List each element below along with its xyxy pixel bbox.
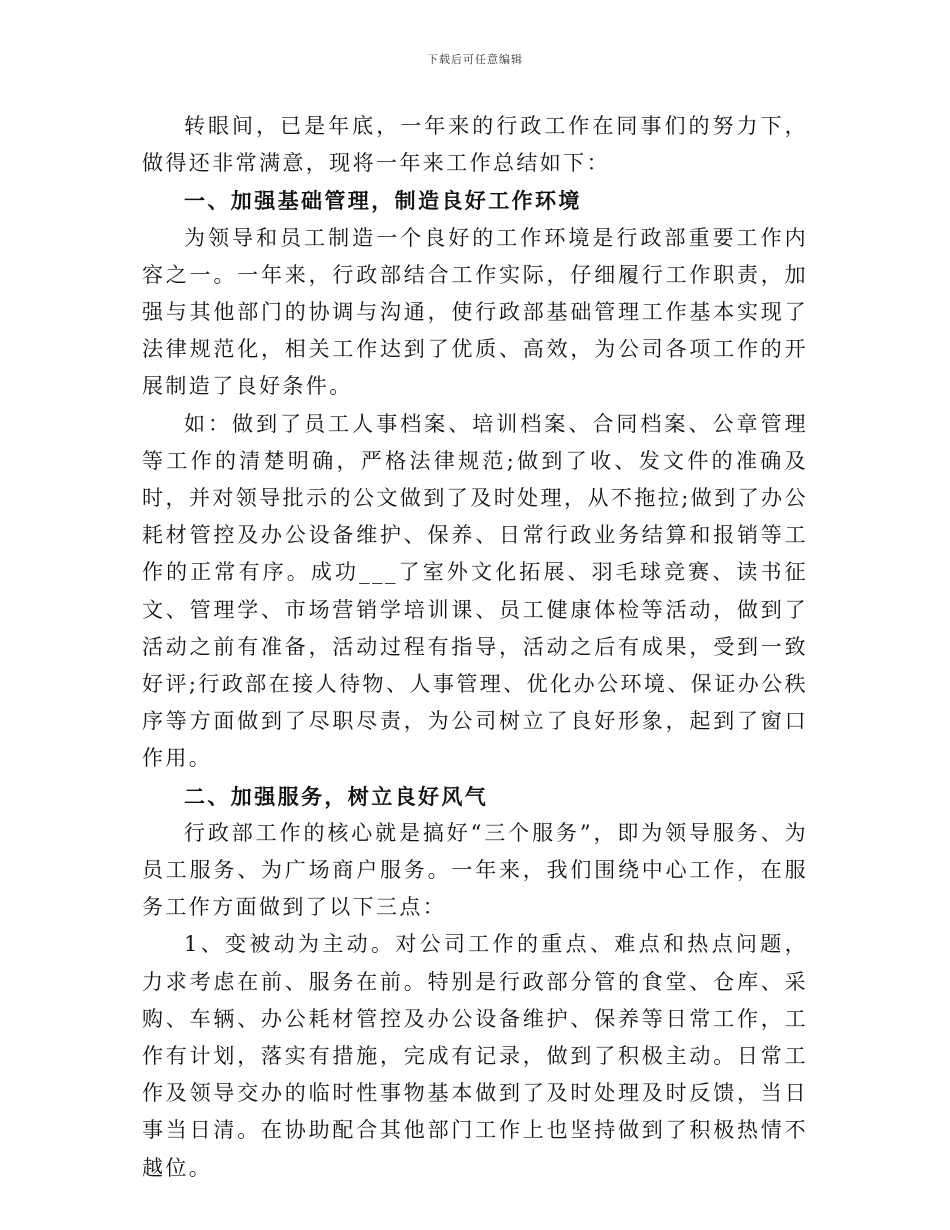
document-body	[142, 108, 808, 1187]
section-1-paragraph-1: 为领导和员工制造一个良好的工作环境是行政部重要工作内容之一。一年来，行政部结合工作实际，仔细履行工作职责，加强与其他部门的协调与沟通，使行政部基础管理工作基本实现了法律规范化，相关工作达到了优质、高效，为公司各项工作的开展制造了良好条件。	[142, 225, 808, 399]
section-2-paragraph-1: 行政部工作的核心就是搞好“三个服务”，即为领导服务、为员工服务、为广场商户服务。一年来，我们围绕中心工作，在服务工作方面做到了以下三点：	[142, 820, 808, 920]
section-2-heading: 二、加强服务，树立良好风气	[184, 783, 489, 809]
intro-paragraph: 转眼间，已是年底，一年来的行政工作在同事们的努力下，做得还非常满意，现将一年来工作总结如下：	[142, 114, 808, 176]
section-1-paragraph-2: 如：做到了员工人事档案、培训档案、合同档案、公章管理等工作的清楚明确，严格法律规范;做到了收、发文件的准确及时，并对领导批示的公文做到了及时处理，从不拖拉;做到了办公耗材管控及办公设备维护、保养、日常行政业务结算和报销等工作的正常有序。成功___了室外文化拓展、羽毛球竞赛、读书征文、管理学、市场营销学培训课、员工健康体检等活动，做到了活动之前有准备，活动过程有指导，活动之后有成果，受到一致好评;行政部在接人待物、人事管理、优化办公环境、保证办公秩序等方面做到了尽职尽责，为公司树立了良好形象，起到了窗口作用。	[142, 411, 808, 771]
section-2-paragraph-2: 1、变被动为主动。对公司工作的重点、难点和热点问题，力求考虑在前、服务在前。特别是行政部分管的食堂、仓库、采购、车辆、办公耗材管控及办公设备维护、保养等日常工作，工作有计划，落实有措施，完成有记录，做到了积极主动。日常工作及领导交办的临时性事物基本做到了及时处理及时反馈，当日事当日清。在协助配合其他部门工作上也坚持做到了积极热情不越位。	[142, 932, 808, 1180]
page-header: 下载后可任意编辑	[427, 53, 523, 66]
section-1-heading: 一、加强基础管理，制造良好工作环境	[184, 188, 582, 214]
